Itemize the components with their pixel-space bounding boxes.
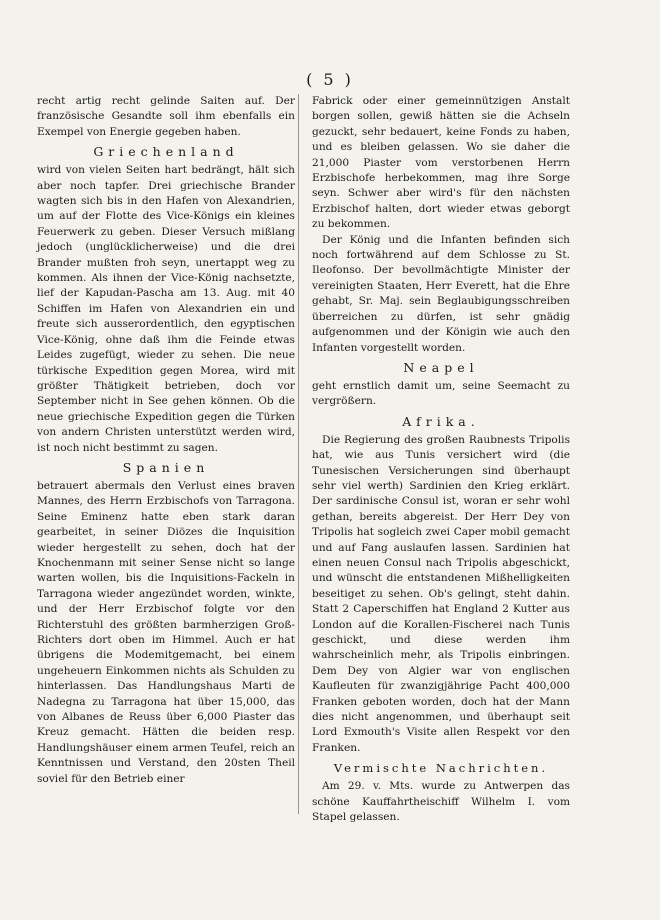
- column-divider: [298, 94, 299, 814]
- paragraph-koenig-infanten: Der König und die Infanten befinden sich noch fortwährend auf dem Schlosse zu St. Ileofonso. Der bevollmächtigte Minister der vereinigten Staaten, Herr Everett, hat die Ehre gehabt, Sr. Maj. sein Beglaubigungsschreiben überreichen zu dürfen, ist sehr gnädig aufgenommen und der Königin wie auch den Infanten vorgestellt worden.: [312, 233, 570, 354]
- paragraph-frankreich-end: recht artig recht gelinde Saiten auf. Der französische Gesandte soll ihm ebenfalls ein Exempel von Energie gegeben haben.: [37, 95, 295, 138]
- left-column: [37, 94, 295, 787]
- heading-vermischte-nachrichten: Vermischte Nachrichten.: [333, 761, 549, 776]
- paragraph-vermischte: Am 29. v. Mts. wurde zu Antwerpen das schöne Kauffahrtheischiff Wilhelm I. vom Stapel gelassen.: [312, 780, 570, 824]
- heading-spanien: Spanien: [122, 459, 210, 475]
- right-column: [312, 94, 570, 825]
- paragraph-spanien: betrauert abermals den Verlust eines braven Mannes, des Herrn Erzbischofs von Tarragona. Seine Eminenz hatte eben stark daran gearbeitet, in seiner Diözes die Inquisition wieder hergestellt zu sehen, doch hat der Knochenmann mit seiner Sense nicht so lange warten wollen, bis die Inquisitions-Fackeln in Tarragona wieder angezündet worden, winkte, und der Herr Erzbischof folgte vor den Richterstuhl des größten barmherzigen Groß-Richters dort oben im Himmel. Auch er hat übrigens die Modemitgemacht, bei einem ungeheuern Einkommen nichts als Schulden zu hinterlassen. Das Handlungshaus Marti de Nadegna zu Tarragona hat über 15,000, das von Albanes de Reuss über 6,000 Piaster das Kreuz gemacht. Hätten die beiden resp. Handlungshäuser einem armen Teufel, reich an Kenntnissen und Verstand, den 20sten Theil soviel für den Betrieb einer: [37, 479, 295, 785]
- paragraph-spanien-cont: Fabrick oder einer gemeinnützigen Anstalt borgen sollen, gewiß hätten sie die Achseln gezuckt, sehr bedauert, keine Fonds zu haben, und es bleiben gelassen. Wo sie daher die 21,000 Piaster vom verstorbenen Herrn Erzbischofe herbekommen, mag ihre Sorge seyn. Schwer aber wird's für den nächsten Erzbischof halten, dort wieder etwas geborgt zu bekommen.: [312, 95, 570, 231]
- heading-afrika: Afrika.: [402, 413, 480, 429]
- paragraph-neapel: geht ernstlich damit um, seine Seemacht zu vergrößern.: [312, 379, 570, 408]
- page-number: ( 5 ): [306, 70, 354, 89]
- paragraph-afrika: Die Regierung des großen Raubnests Tripolis hat, wie aus Tunis versichert wird (die Tunesischen Versicherungen sind überhaupt sehr viel werth) Sardinien den Krieg erklärt. Der sardinische Consul ist, woran er sehr wohl gethan, bereits abgereist. Der Herr Dey von Tripolis hat sogleich zwei Caper mobil gemacht und auf Fang auslaufen lassen. Sardinien hat einen neuen Consul nach Tripolis abgeschickt, und wünscht die entstandenen Mißhelligkeiten beseitiget zu sehen. Ob's gelingt, steht dahin. Statt 2 Caperschiffen hat England 2 Kutter aus London auf die Korallen-Fischerei nach Tunis geschickt, und diese werden ihm wahrscheinlich mehr, als Tripolis einbringen. Dem Dey von Algier war von englischen Kaufleuten für zwanzigjährige Pacht 400,000 Franken geboten worden, doch hat der Mann dies nicht angenommen, und überhaupt seit Lord Exmouth's Visite allen Respekt vor den Franken.: [312, 433, 570, 754]
- paragraph-griechenland: wird von vielen Seiten hart bedrängt, hält sich aber noch tapfer. Drei griechische Brander wagten sich bis in den Hafen von Alexandrien, um auf der Flotte des Vice-Königs ein kleines Feuerwerk zu geben. Dieser Versuch mißlang jedoch (unglücklicherweise) und die drei Brander mußten froh seyn, unertappt weg zu kommen. Als ihnen der Vice-König nachsetzte, lief der Kapudan-Pascha am 13. Aug. mit 40 Schiffen im Hafen von Alexandrien ein und freute sich ausserordentlich, den egyptischen Vice-König, ohne daß ihm die Feinde etwas Leides zugefügt, wieder zu sehen. Die neue türkische Expedition gegen Morea, wird mit größter Thätigkeit betrieben, doch vor September nicht in See gehen können. Ob die neue griechische Expedition gegen die Türken von andern Christen unterstützt werden wird, ist noch nicht bestimmt zu sagen.: [37, 164, 295, 454]
- heading-griechenland: Griechenland: [93, 144, 239, 160]
- heading-neapel: Neapel: [403, 359, 479, 375]
